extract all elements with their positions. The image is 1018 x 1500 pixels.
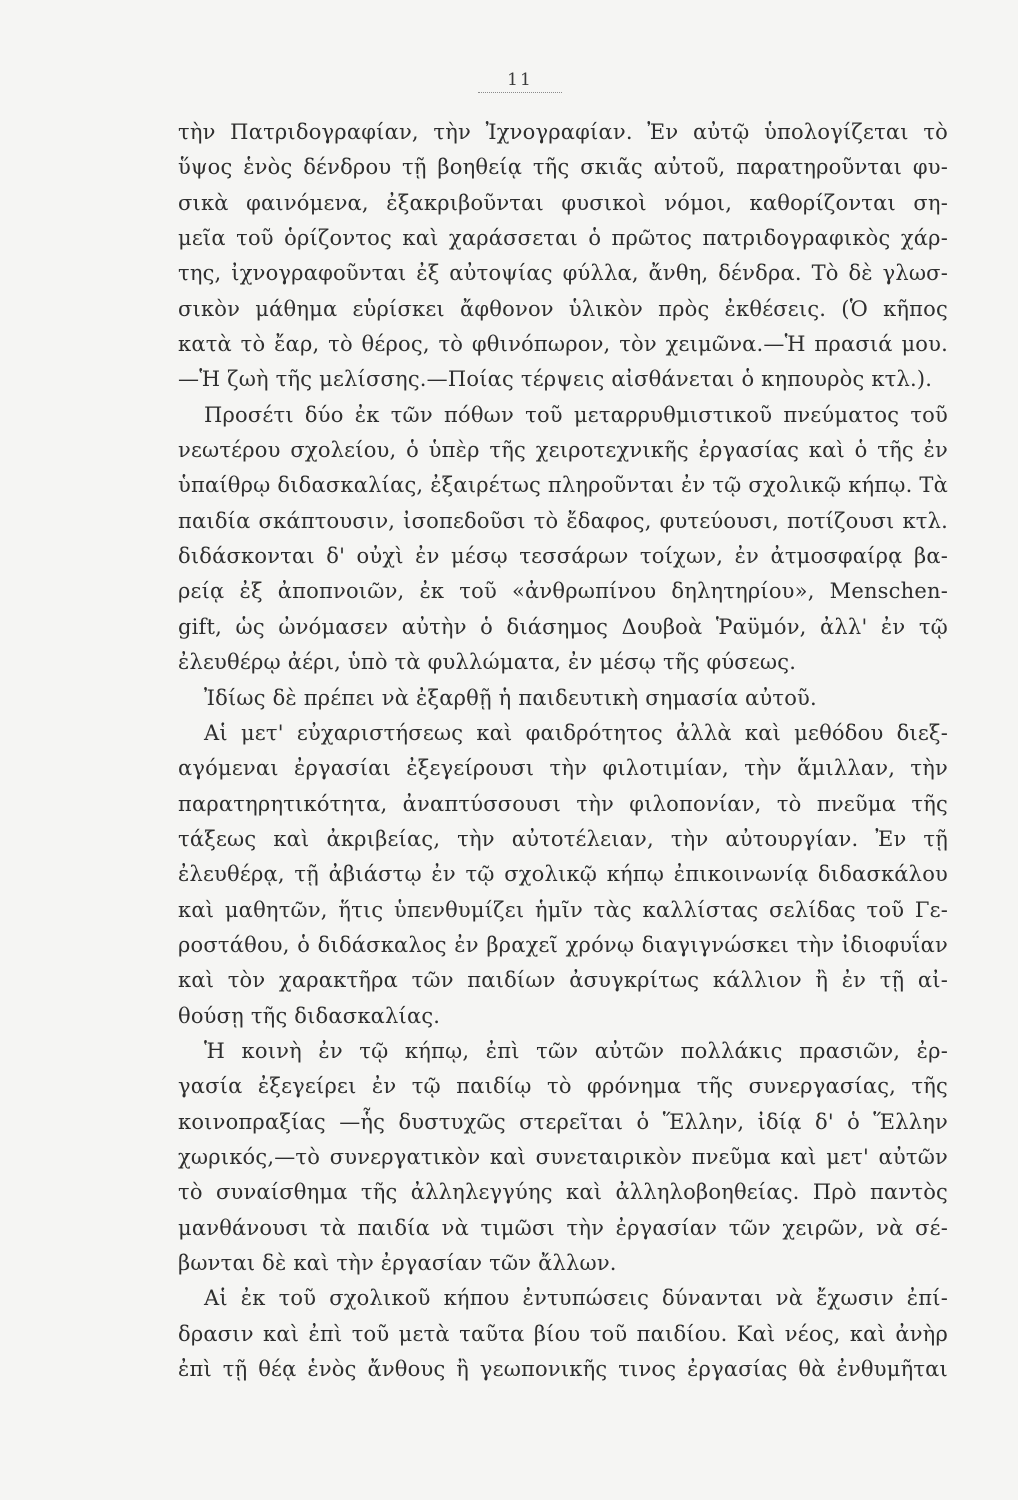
text-line: Προσέτι δύο ἐκ τῶν πόθων τοῦ μεταρρυθμιστικοῦ πνεύματος τοῦ bbox=[204, 402, 948, 427]
text-line: της, ἰχνογραφοῦνται ἐξ αὐτοψίας φύλλα, ἄνθη, δένδρα. Τὸ δὲ γλωσ- bbox=[178, 261, 948, 286]
text-line: σικὸν μάθημα εὑρίσκει ἄφθονον ὑλικὸν πρὸς ἐκθέσεις. (Ὁ κῆπος bbox=[178, 296, 948, 321]
text-line: Ἰδίως δὲ πρέπει νὰ ἐξαρθῇ ἡ παιδευτικὴ σημασία αὐτοῦ. bbox=[204, 685, 817, 710]
text-line: κοινοπραξίας —ἧς δυστυχῶς στερεῖται ὁ Ἕλλην, ἰδίᾳ δ' ὁ Ἕλλην bbox=[178, 1109, 948, 1134]
text-line: Αἱ μετ' εὐχαριστήσεως καὶ φαιδρότητος ἀλλὰ καὶ μεθόδου διεξ- bbox=[204, 720, 948, 745]
text-line: διδάσκονται δ' οὐχὶ ἐν μέσῳ τεσσάρων τοίχων, ἐν ἀτμοσφαίρᾳ βα- bbox=[178, 544, 948, 569]
page-number-rule bbox=[478, 92, 562, 93]
text-line: χωρικός,—τὸ συνεργατικὸν καὶ συνεταιρικὸν πνεῦμα καὶ μετ' αὐτῶν bbox=[178, 1144, 948, 1169]
text-line: τὸ συναίσθημα τῆς ἀλληλεγγύης καὶ ἀλληλοβοηθείας. Πρὸ παντὸς bbox=[178, 1180, 948, 1205]
text-line: ἐλευθέρᾳ, τῇ ἀβιάστῳ ἐν τῷ σχολικῷ κήπῳ ἐπικοινωνίᾳ διδασκάλου bbox=[178, 862, 948, 887]
text-line: μεῖα τοῦ ὁρίζοντος καὶ χαράσσεται ὁ πρῶτος πατριδογραφικὸς χάρ- bbox=[178, 226, 948, 251]
text-line: gift, ὡς ὠνόμασεν αὐτὴν ὁ διάσημος Δουβοὰ Ῥαϋμόν, ἀλλ' ἐν τῷ bbox=[178, 614, 948, 639]
text-line: ὑπαίθρῳ διδασκαλίας, ἐξαιρέτως πληροῦνται ἐν τῷ σχολικῷ κήπῳ. Τὰ bbox=[178, 473, 948, 498]
text-line: γασία ἐξεγείρει ἐν τῷ παιδίῳ τὸ φρόνημα τῆς συνεργασίας, τῆς bbox=[178, 1074, 948, 1099]
text-line: παιδία σκάπτουσιν, ἰσοπεδοῦσι τὸ ἔδαφος, φυτεύουσι, ποτίζουσι κτλ. bbox=[178, 508, 948, 533]
body-text bbox=[178, 115, 948, 1387]
text-line: ἐπὶ τῇ θέᾳ ἑνὸς ἄνθους ἢ γεωπονικῆς τινος ἐργασίας θὰ ἐνθυμῆται bbox=[178, 1357, 948, 1382]
text-line: σικὰ φαινόμενα, ἐξακριβοῦνται φυσικοὶ νόμοι, καθορίζονται ση- bbox=[178, 190, 948, 215]
text-line: μανθάνουσι τὰ παιδία νὰ τιμῶσι τὴν ἐργασίαν τῶν χειρῶν, νὰ σέ- bbox=[178, 1215, 948, 1240]
text-line: καὶ τὸν χαρακτῆρα τῶν παιδίων ἀσυγκρίτως κάλλιον ἢ ἐν τῇ αἰ- bbox=[178, 968, 948, 993]
text-line: ροστάθου, ὁ διδάσκαλος ἐν βραχεῖ χρόνῳ διαγιγνώσκει τὴν ἰδιοφυΐαν bbox=[178, 932, 948, 957]
text-line: βωνται δὲ καὶ τὴν ἐργασίαν τῶν ἄλλων. bbox=[178, 1251, 617, 1275]
text-line: ὕψος ἑνὸς δένδρου τῇ βοηθείᾳ τῆς σκιᾶς αὐτοῦ, παρατηροῦνται φυ- bbox=[178, 155, 948, 180]
text-line: κατὰ τὸ ἔαρ, τὸ θέρος, τὸ φθινόπωρον, τὸν χειμῶνα.—Ἡ πρασιά μου. bbox=[178, 332, 948, 357]
text-line: Ἡ κοινὴ ἐν τῷ κήπῳ, ἐπὶ τῶν αὐτῶν πολλάκις πρασιῶν, ἐρ- bbox=[204, 1038, 948, 1063]
page-number: 11 bbox=[507, 70, 533, 90]
text-line: αγόμεναι ἐργασίαι ἐξεγείρουσι τὴν φιλοτιμίαν, τὴν ἅμιλλαν, τὴν bbox=[178, 756, 948, 781]
text-line: τάξεως καὶ ἀκριβείας, τὴν αὐτοτέλειαν, τὴν αὐτουργίαν. Ἐν τῇ bbox=[178, 826, 948, 851]
text-line: δρασιν καὶ ἐπὶ τοῦ μετὰ ταῦτα βίου τοῦ παιδίου. Καὶ νέος, καὶ ἀνὴρ bbox=[178, 1321, 948, 1346]
text-line: Αἱ ἐκ τοῦ σχολικοῦ κήπου ἐντυπώσεις δύνανται νὰ ἔχωσιν ἐπί- bbox=[204, 1286, 948, 1311]
text-line: —Ἡ ζωὴ τῆς μελίσσης.—Ποίας τέρψεις αἰσθάνεται ὁ κηπουρὸς κτλ.). bbox=[178, 367, 933, 392]
text-line: ρείᾳ ἐξ ἀποπνοιῶν, ἐκ τοῦ «ἀνθρωπίνου δηλητηρίου», Menschen- bbox=[178, 579, 948, 604]
text-line: καὶ μαθητῶν, ἥτις ὑπενθυμίζει ἡμῖν τὰς καλλίστας σελίδας τοῦ Γε- bbox=[178, 897, 948, 922]
text-line: θούσῃ τῆς διδασκαλίας. bbox=[178, 1003, 441, 1028]
text-line: ἐλευθέρῳ ἀέρι, ὑπὸ τὰ φυλλώματα, ἐν μέσῳ τῆς φύσεως. bbox=[178, 650, 797, 675]
text-line: παρατηρητικότητα, ἀναπτύσσουσι τὴν φιλοπονίαν, τὸ πνεῦμα τῆς bbox=[178, 791, 948, 816]
text-line: τὴν Πατριδογραφίαν, τὴν Ἰχνογραφίαν. Ἐν αὐτῷ ὑπολογίζεται τὸ bbox=[178, 120, 948, 144]
text-line: νεωτέρου σχολείου, ὁ ὑπὲρ τῆς χειροτεχνικῆς ἐργασίας καὶ ὁ τῆς ἐν bbox=[178, 438, 948, 463]
